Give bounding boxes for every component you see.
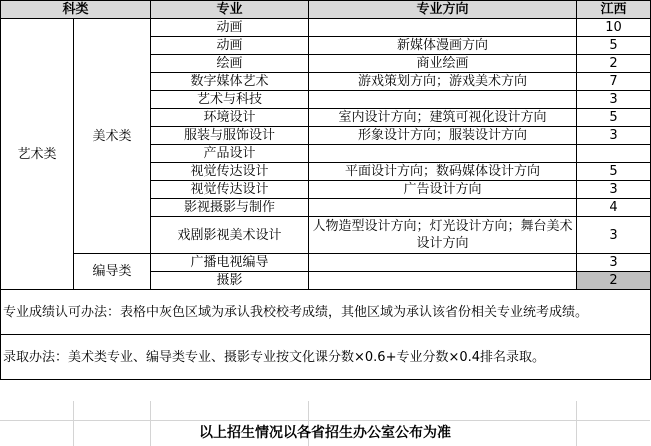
count-cell[interactable]: 4 (577, 199, 651, 217)
note-row (1, 290, 651, 335)
direction-cell[interactable]: 室内设计方向；建筑可视化设计方向 (309, 109, 577, 127)
header-province[interactable]: 江西 (577, 1, 651, 19)
direction-cell[interactable]: 新媒体漫画方向 (309, 37, 577, 55)
score-rule-note[interactable]: 专业成绩认可办法：表格中灰色区域为承认我校校考成绩，其他区域为承认该省份相关专业统考成绩。 (1, 290, 651, 335)
count-cell[interactable]: 5 (577, 109, 651, 127)
major-cell[interactable]: 绘画 (151, 55, 309, 73)
admission-rule-note[interactable]: 录取办法：美术类专业、编导类专业、摄影专业按文化课分数×0.6+专业分数×0.4排名录取。 (1, 335, 651, 380)
major-cell[interactable]: 环境设计 (151, 109, 309, 127)
direction-cell[interactable]: 广告设计方向 (309, 181, 577, 199)
table-row (1, 19, 651, 37)
direction-cell[interactable]: 形象设计方向；服装设计方向 (309, 127, 577, 145)
count-cell[interactable]: 2 (577, 55, 651, 73)
count-cell[interactable] (577, 145, 651, 163)
category-cell[interactable]: 艺术类 (1, 19, 74, 290)
header-category[interactable]: 科类 (1, 1, 151, 19)
direction-cell[interactable] (309, 254, 577, 272)
footer-note[interactable]: 以上招生情况以各省招生办公室公布为准 (199, 425, 451, 441)
major-cell[interactable]: 戏剧影视美术设计 (151, 217, 309, 254)
direction-cell[interactable] (309, 145, 577, 163)
direction-cell[interactable]: 人物造型设计方向；灯光设计方向；舞台美术设计方向 (309, 217, 577, 254)
direction-cell[interactable] (309, 199, 577, 217)
count-cell[interactable]: 2 (577, 272, 651, 290)
direction-cell[interactable] (309, 91, 577, 109)
direction-cell[interactable]: 游戏策划方向；游戏美术方向 (309, 73, 577, 91)
major-cell[interactable]: 影视摄影与制作 (151, 199, 309, 217)
count-cell[interactable]: 3 (577, 127, 651, 145)
major-cell[interactable]: 数字媒体艺术 (151, 73, 309, 91)
major-cell[interactable]: 视觉传达设计 (151, 163, 309, 181)
direction-cell[interactable] (309, 19, 577, 37)
count-cell[interactable]: 3 (577, 254, 651, 272)
header-row (1, 1, 651, 19)
direction-cell[interactable] (309, 272, 577, 290)
direction-cell[interactable]: 平面设计方向；数码媒体设计方向 (309, 163, 577, 181)
count-cell[interactable]: 3 (577, 217, 651, 254)
header-major[interactable]: 专业 (151, 1, 309, 19)
major-cell[interactable]: 动画 (151, 19, 309, 37)
subcategory-directing[interactable]: 编导类 (74, 254, 151, 290)
count-cell[interactable]: 7 (577, 73, 651, 91)
major-cell[interactable]: 动画 (151, 37, 309, 55)
major-cell[interactable]: 艺术与科技 (151, 91, 309, 109)
note-row (1, 335, 651, 380)
major-cell[interactable]: 视觉传达设计 (151, 181, 309, 199)
count-cell[interactable]: 5 (577, 163, 651, 181)
major-cell[interactable]: 产品设计 (151, 145, 309, 163)
header-direction[interactable]: 专业方向 (309, 1, 577, 19)
direction-cell[interactable]: 商业绘画 (309, 55, 577, 73)
major-cell[interactable]: 广播电视编导 (151, 254, 309, 272)
count-cell[interactable]: 3 (577, 91, 651, 109)
major-cell[interactable]: 服装与服饰设计 (151, 127, 309, 145)
count-cell[interactable]: 3 (577, 181, 651, 199)
table-row (1, 254, 651, 272)
count-cell[interactable]: 5 (577, 37, 651, 55)
major-cell[interactable]: 摄影 (151, 272, 309, 290)
count-cell[interactable]: 10 (577, 19, 651, 37)
grid-line (0, 420, 650, 421)
subcategory-fine-arts[interactable]: 美术类 (74, 19, 151, 254)
